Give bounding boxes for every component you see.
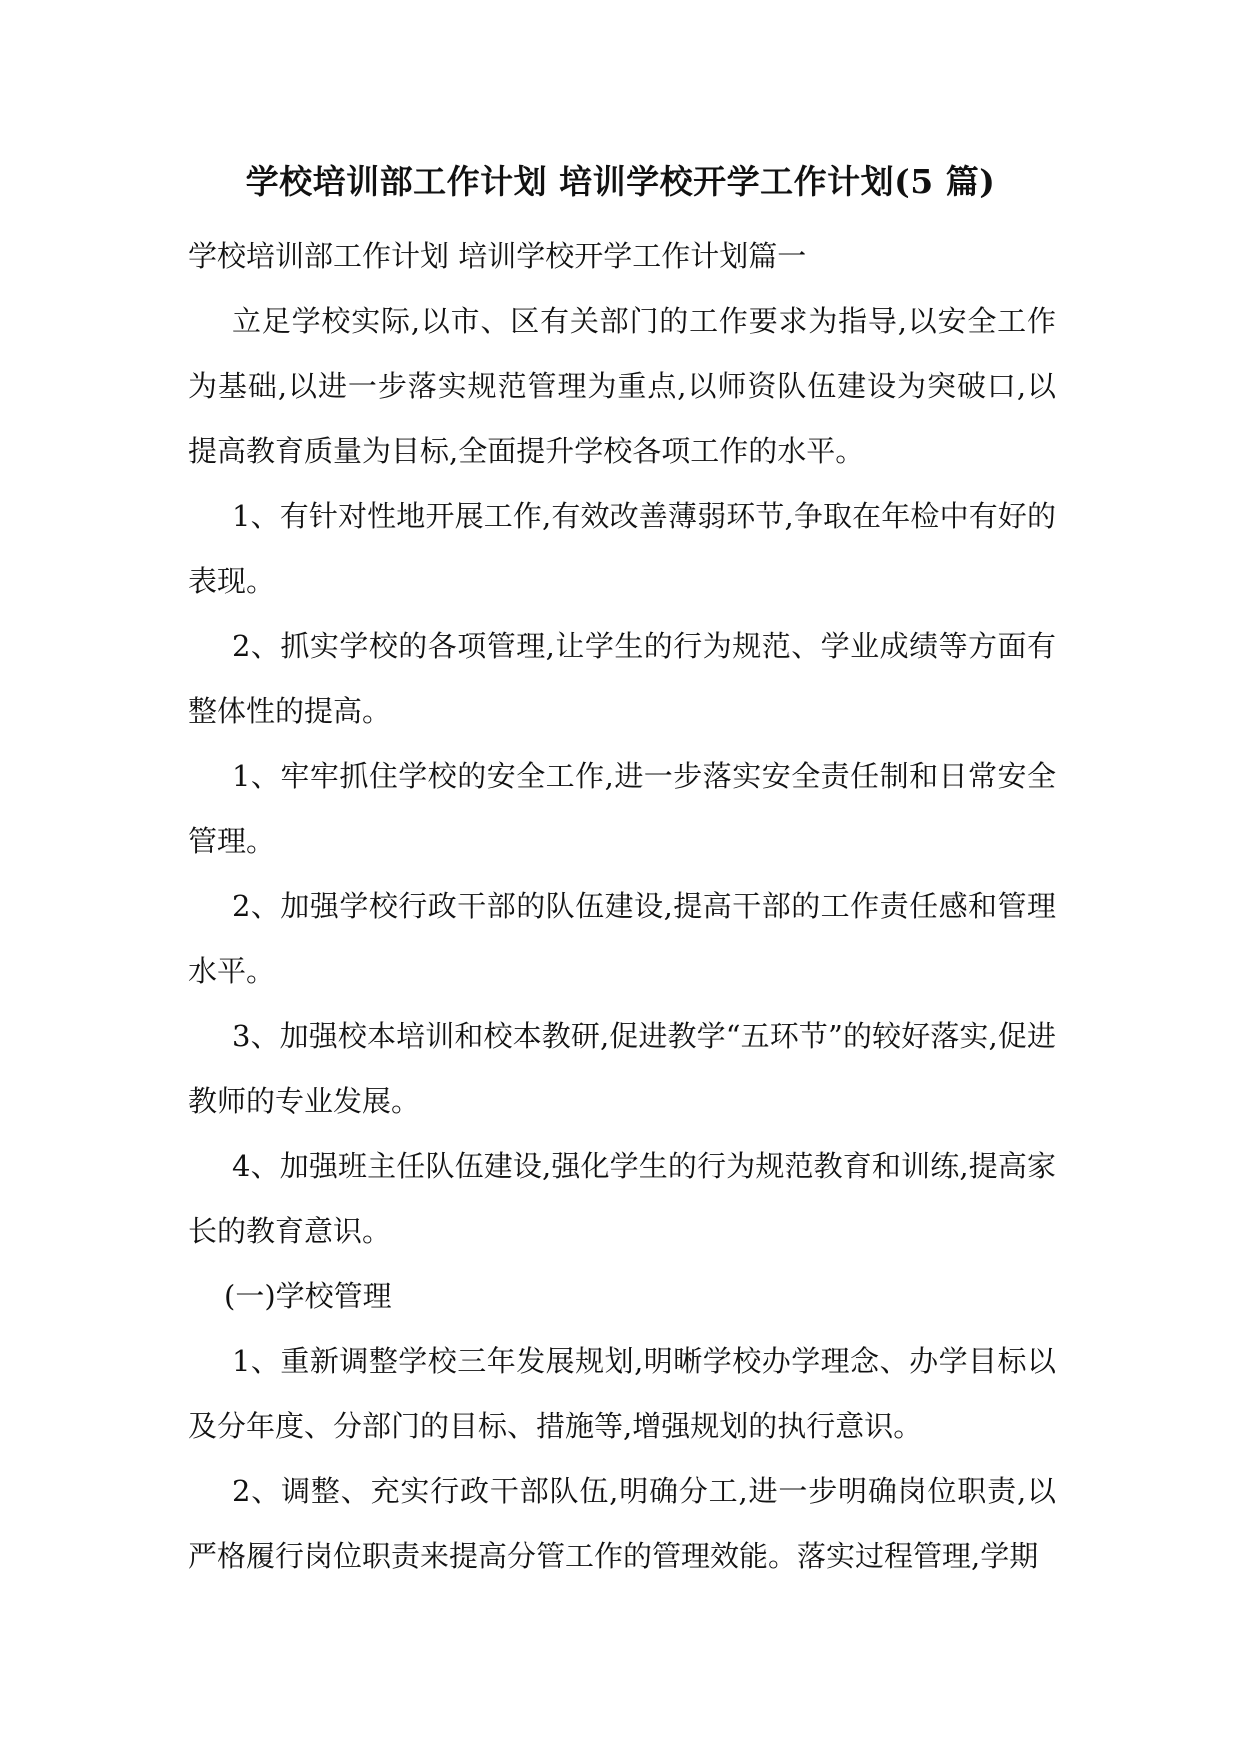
document-body: [188, 224, 1056, 1589]
section-heading: 学校培训部工作计划 培训学校开学工作计划篇一: [188, 239, 807, 273]
paragraph: 2、加强学校行政干部的队伍建设,提高干部的工作责任感和管理水平。: [188, 889, 1056, 988]
document-title: 学校培训部工作计划 培训学校开学工作计划(5 篇): [245, 162, 996, 201]
paragraph: 4、加强班主任队伍建设,强化学生的行为规范教育和训练,提高家长的教育意识。: [188, 1149, 1056, 1248]
paragraph: 3、加强校本培训和校本教研,促进教学“五环节”的较好落实,促进教师的专业发展。: [188, 1019, 1056, 1118]
paragraph: 2、抓实学校的各项管理,让学生的行为规范、学业成绩等方面有整体性的提高。: [188, 629, 1056, 728]
paragraph: 立足学校实际,以市、区有关部门的工作要求为指导,以安全工作为基础,以进一步落实规范管理为重点,以师资队伍建设为突破口,以提高教育质量为目标,全面提升学校各项工作的水平。: [188, 304, 1056, 468]
paragraph: 2、调整、充实行政干部队伍,明确分工,进一步明确岗位职责,以严格履行岗位职责来提高分管工作的管理效能。落实过程管理,学期: [188, 1474, 1056, 1573]
paragraph: 1、有针对性地开展工作,有效改善薄弱环节,争取在年检中有好的表现。: [188, 499, 1056, 598]
subsection-heading: (一)学校管理: [224, 1279, 392, 1313]
paragraph: 1、重新调整学校三年发展规划,明晰学校办学理念、办学目标以及分年度、分部门的目标、措施等,增强规划的执行意识。: [188, 1344, 1056, 1443]
paragraph: 1、牢牢抓住学校的安全工作,进一步落实安全责任制和日常安全管理。: [188, 759, 1056, 858]
